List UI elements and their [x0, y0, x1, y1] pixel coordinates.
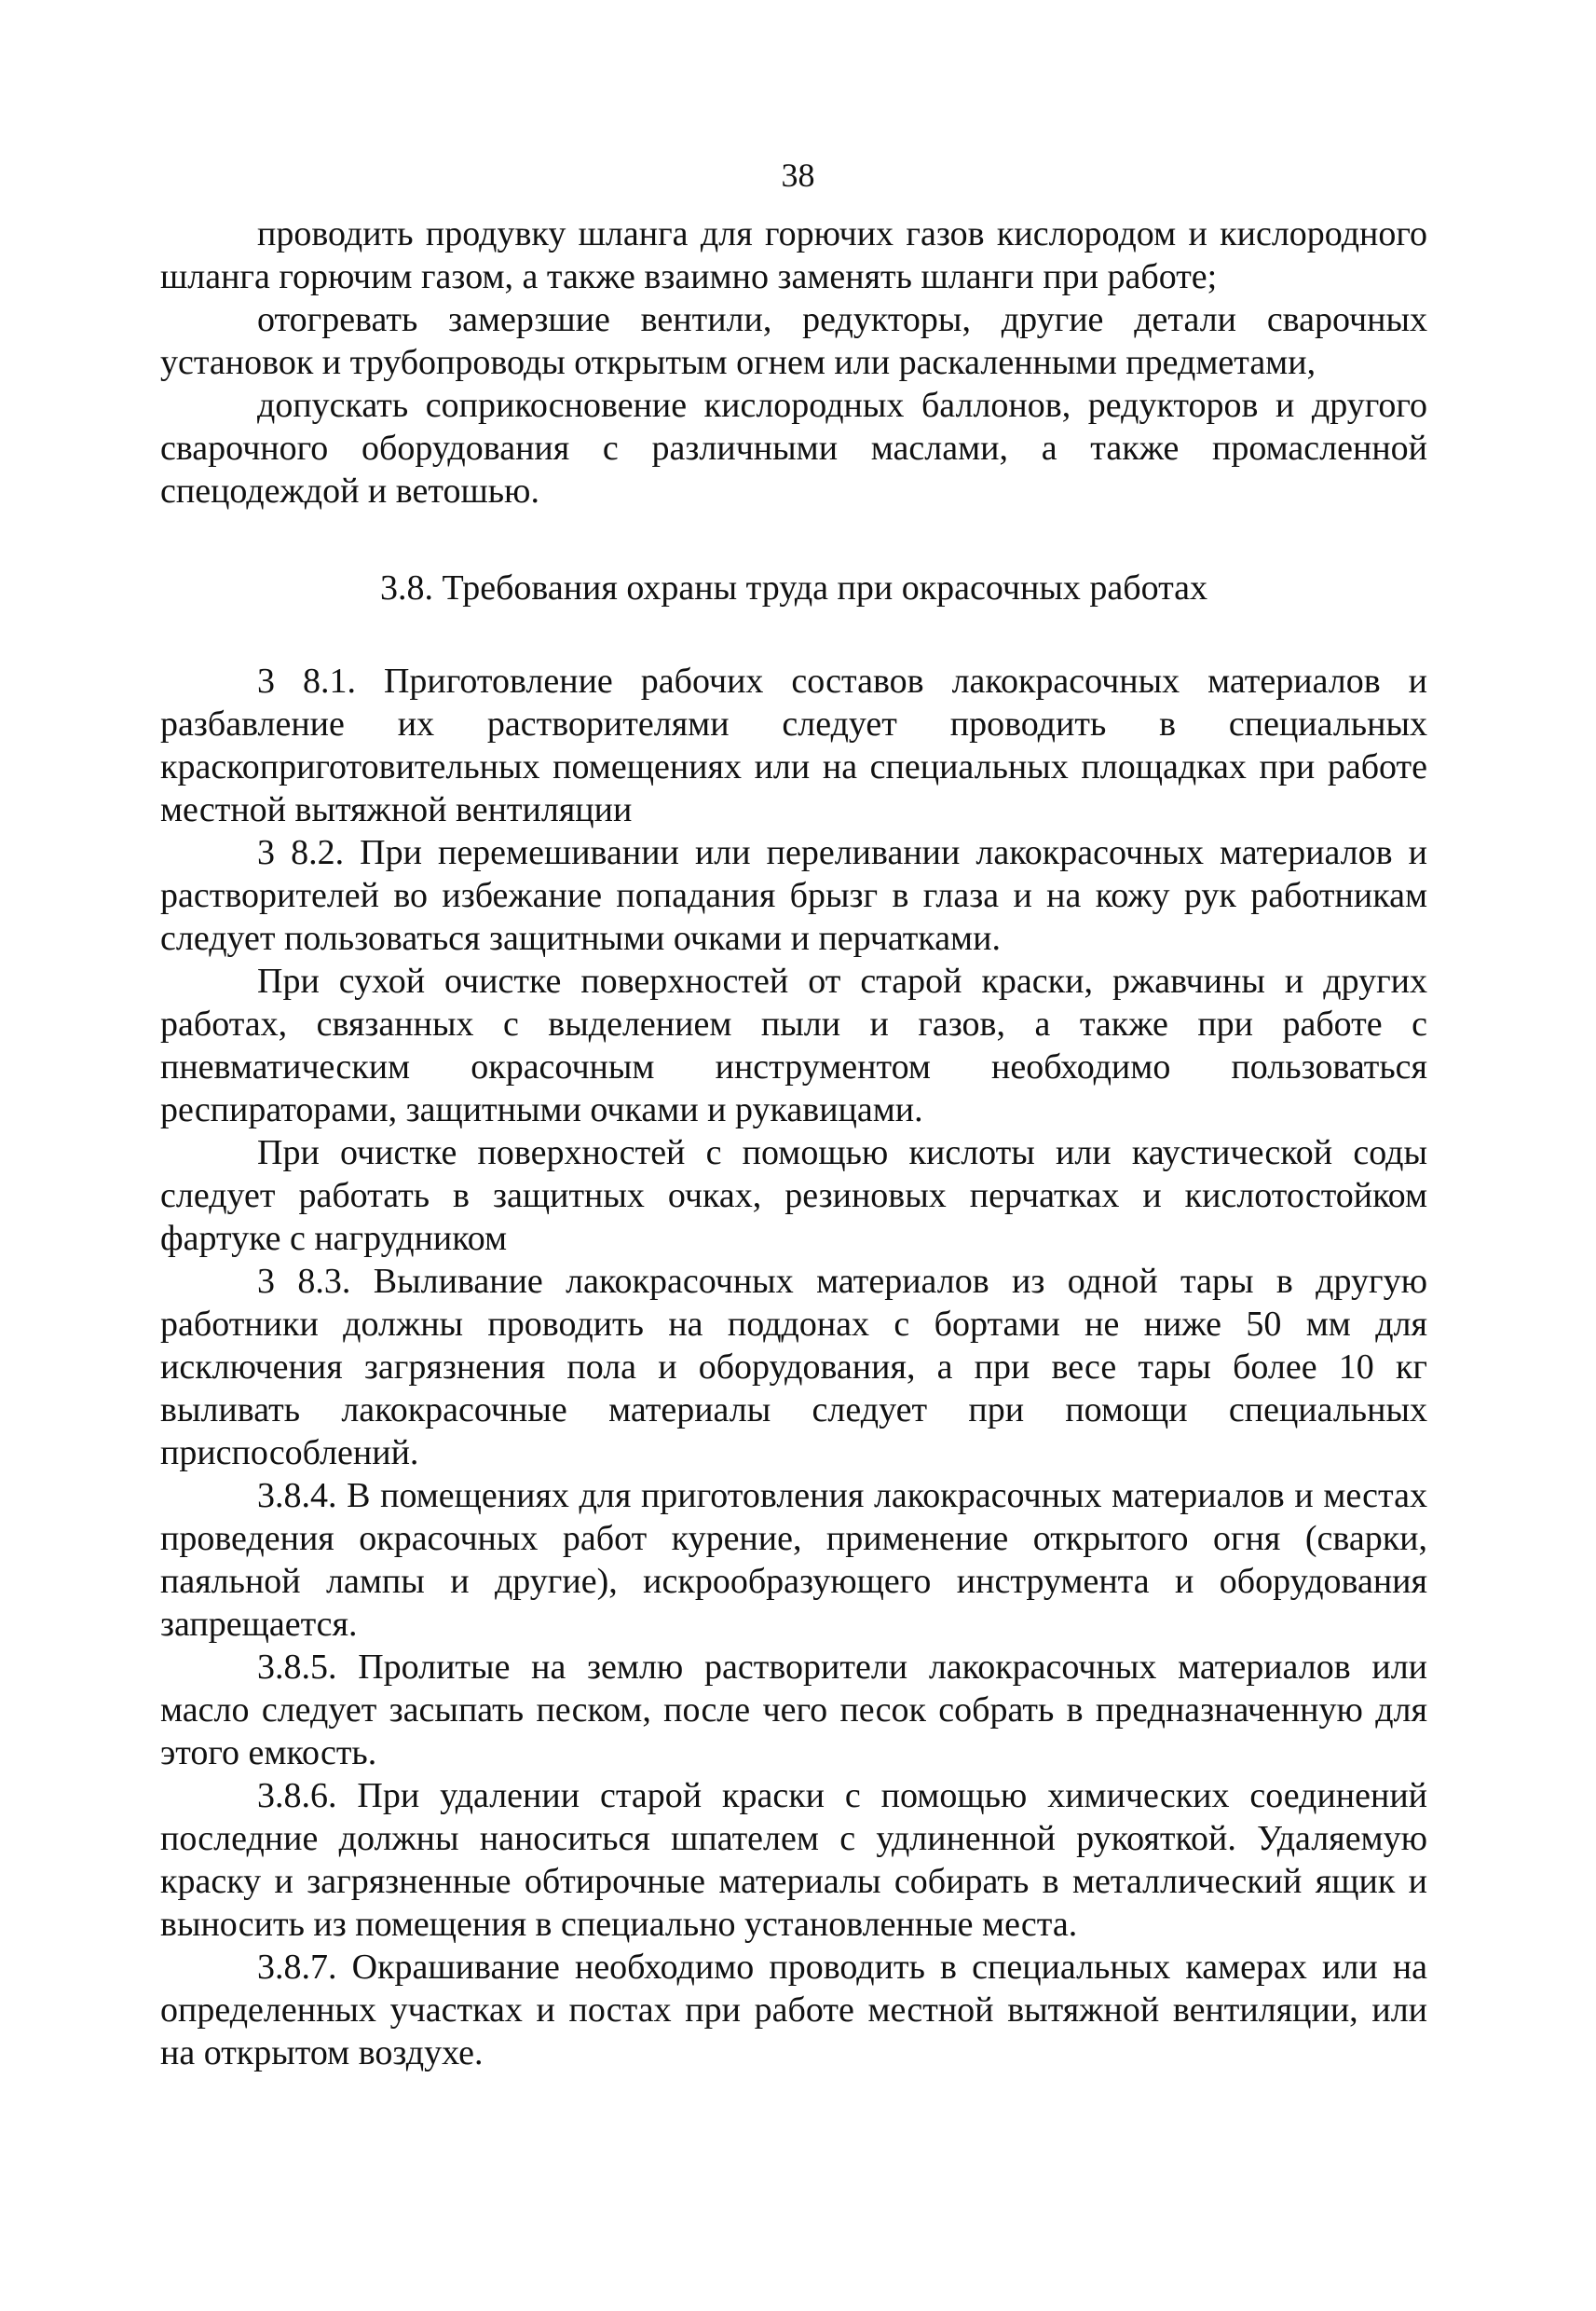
- paragraph: 3.8.5. Пролитые на землю растворители лакокрасочных материалов или масло следует засыпать песком, после чего песок собрать в предназначенную для этого емкость.: [160, 1648, 1427, 1772]
- paragraph: 3.8.4. В помещениях для приготовления лакокрасочных материалов и местах проведения окрасочных работ курение, применение открытого огня (сварки, паяльной лампы и другие), искрообразующего инструмента и оборудования запрещается.: [160, 1476, 1427, 1644]
- document-body: [160, 212, 1427, 2074]
- paragraph: 3.8.6. При удалении старой краски с помощью химических соединений последние должны наноситься шпателем с удлиненной рукояткой. Удаляемую краску и загрязненные обтирочные материалы собирать в металлический ящик и выносить из помещения в специально установленные места.: [160, 1776, 1427, 1944]
- paragraph: 3 8.3. Выливание лакокрасочных материалов из одной тары в другую работники должны проводить на поддонах с бортами не ниже 50 мм для исключения загрязнения пола и оборудования, а при весе тары более 10 кг выливать лакокрасочные материалы следует при помощи специальных приспособлений.: [160, 1262, 1427, 1472]
- page-number: 38: [781, 157, 815, 194]
- paragraph: допускать соприкосновение кислородных баллонов, редукторов и другого сварочного оборудования с различными маслами, а также промасленной спецодеждой и ветошью.: [160, 386, 1427, 511]
- section-heading: 3.8. Требования охраны труда при окрасочных работах: [379, 568, 1208, 608]
- paragraph: При очистке поверхностей с помощью кислоты или каустической соды следует работать в защитных очках, резиновых перчатках и кислотостойком фартуке с нагрудником: [160, 1133, 1427, 1258]
- paragraph: 3 8.2. При перемешивании или переливании лакокрасочных материалов и растворителей во избежание попадания брызг в глаза и на кожу рук работникам следует пользоваться защитными очками и перчатками.: [160, 833, 1427, 958]
- paragraph: проводить продувку шланга для горючих газов кислородом и кислородного шланга горючим газом, а также взаимно заменять шланги при работе;: [160, 214, 1427, 296]
- paragraph: отогревать замерзшие вентили, редукторы, другие детали сварочных установок и трубопроводы открытым огнем или раскаленными предметами,: [160, 300, 1427, 382]
- paragraph: При сухой очистке поверхностей от старой краски, ржавчины и других работах, связанных с выделением пыли и газов, а также при работе с пневматическим окрасочным инструментом необходимо пользоваться респираторами, защитными очками и рукавицами.: [160, 962, 1427, 1129]
- paragraph: 3.8.7. Окрашивание необходимо проводить в специальных камерах или на определенных участках и постах при работе местной вытяжной вентиляции, или на открытом воздухе.: [160, 1948, 1427, 2072]
- paragraph: 3 8.1. Приготовление рабочих составов лакокрасочных материалов и разбавление их растворителями следует проводить в специальных краскоприготовительных помещениях или на специальных площадках при работе местной вытяжной вентиляции: [160, 662, 1427, 829]
